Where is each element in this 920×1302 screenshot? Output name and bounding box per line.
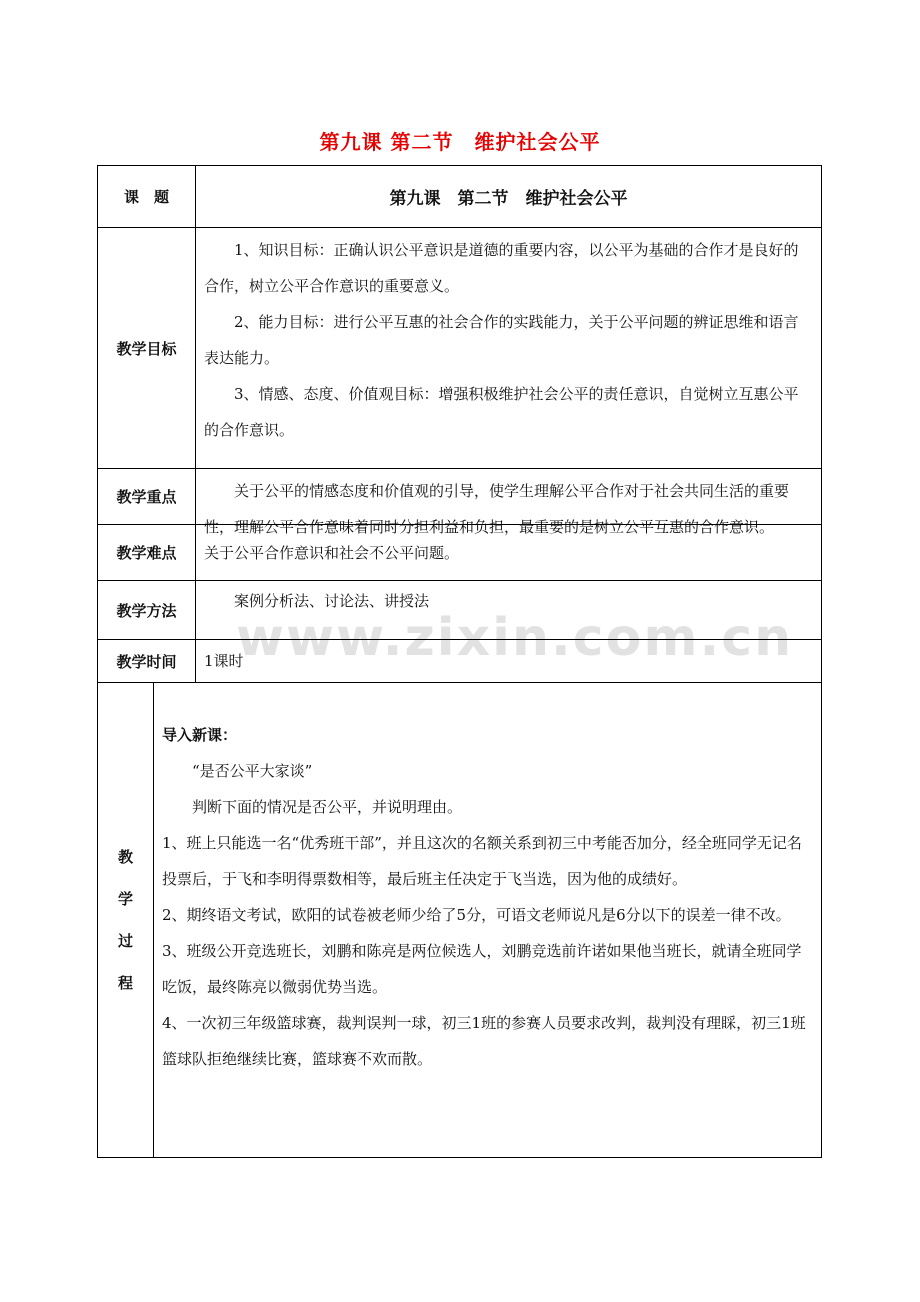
- time-label: [97, 639, 196, 683]
- goal-knowledge: 1、知识目标：正确认识公平意识是道德的重要内容，以公平为基础的合作才是良好的合作，树立公平合作意识的重要意义。: [204, 241, 799, 295]
- time-content: [195, 639, 822, 683]
- key-points-label-text: 教学重点: [116, 488, 177, 506]
- intro-quote: “是否公平大家谈”: [192, 762, 313, 780]
- difficulties-label: [97, 524, 196, 581]
- process-label: [97, 682, 154, 1158]
- key-points-text: 关于公平的情感态度和价值观的引导，使学生理解公平合作对于社会共同生活的重要性，理解公平合作意味着同时分担利益和负担，最重要的是树立公平互惠的合作意识。: [204, 482, 790, 536]
- process-label-char-4: 程: [117, 974, 133, 992]
- intro-instruction: 判断下面的情况是否公平，并说明理由。: [192, 798, 463, 816]
- case-2: 2、期终语文考试，欧阳的试卷被老师少给了5分，可语文老师说凡是6分以下的误差一律不改。: [162, 906, 791, 924]
- goals-content: [195, 227, 822, 469]
- methods-label: [97, 580, 196, 640]
- case-1: 1、班上只能选一名“优秀班干部”，并且这次的名额关系到初三中考能否加分，经全班同学无记名投票后，于飞和李明得票数相等，最后班主任决定于飞当选，因为他的成绩好。: [162, 834, 802, 888]
- goal-ability: 2、能力目标：进行公平互惠的社会合作的实践能力，关于公平问题的辨证思维和语言表达能力。: [204, 313, 799, 367]
- key-points-content: [195, 468, 822, 536]
- difficulties-text: 关于公平合作意识和社会不公平问题。: [204, 543, 460, 562]
- methods-content: [195, 580, 822, 640]
- watermark: www.zixin.com.cn: [236, 608, 794, 668]
- intro-heading: 导入新课：: [162, 726, 238, 744]
- key-points-label: [97, 468, 196, 525]
- process-content: [153, 682, 822, 1158]
- case-3: 3、班级公开竞选班长，刘鹏和陈亮是两位候选人，刘鹏竞选前许诺如果他当班长，就请全班同学吃饭，最终陈亮以微弱优势当选。: [162, 942, 802, 996]
- goals-label-text: 教学目标: [116, 339, 177, 358]
- time-label-text: 教学时间: [116, 652, 177, 671]
- process-label-char-1: 教: [117, 848, 133, 866]
- time-text: 1课时: [204, 652, 244, 670]
- methods-text: 案例分析法、讨论法、讲授法: [234, 592, 430, 610]
- difficulties-content: [195, 524, 822, 581]
- topic-value-text: 第九课 第二节 维护社会公平: [389, 189, 628, 209]
- case-4: 4、一次初三年级篮球赛，裁判误判一球，初三1班的参赛人员要求改判，裁判没有理睬，初三1班篮球队拒绝继续比赛，篮球赛不欢而散。: [162, 1014, 806, 1068]
- topic-label: [97, 165, 196, 228]
- topic-label-text: 课 题: [123, 188, 169, 206]
- methods-label-text: 教学方法: [116, 601, 177, 620]
- page-title: 第九课 第二节 维护社会公平: [319, 130, 601, 154]
- goal-attitude: 3、情感、态度、价值观目标：增强积极维护社会公平的责任意识，自觉树立互惠公平的合作意识。: [204, 385, 799, 439]
- topic-value: [195, 165, 822, 228]
- goals-label: [97, 227, 196, 469]
- process-label-char-2: 学: [117, 890, 133, 908]
- process-label-char-3: 过: [117, 932, 133, 950]
- difficulties-label-text: 教学难点: [116, 544, 177, 562]
